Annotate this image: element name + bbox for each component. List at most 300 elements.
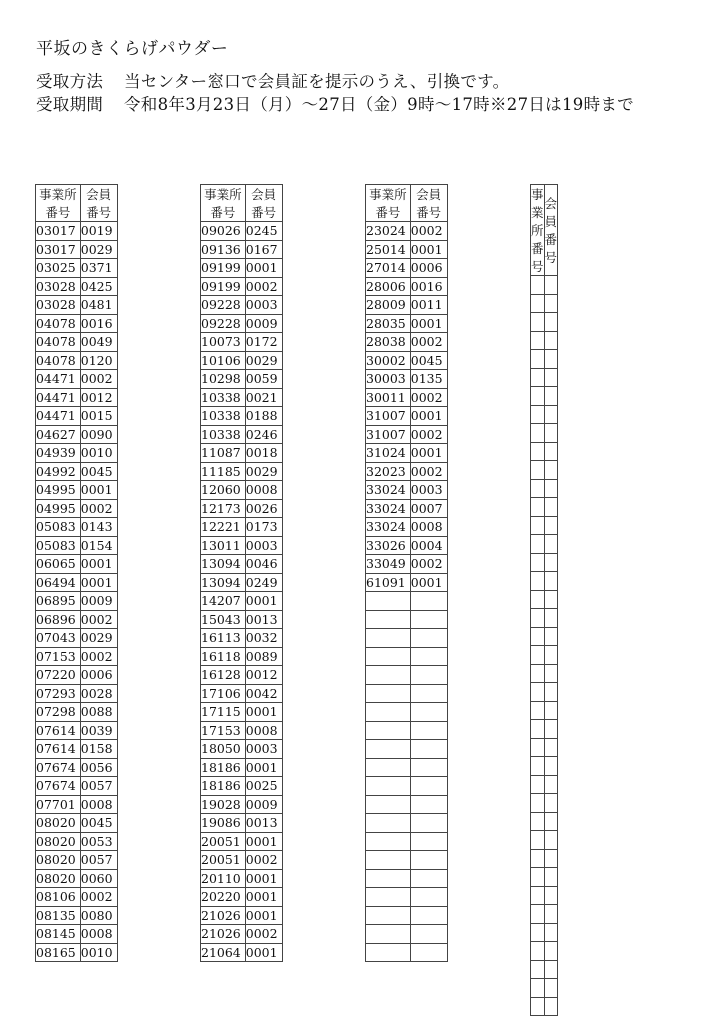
table-row xyxy=(201,444,283,463)
office-number-cell xyxy=(366,925,411,944)
member-number-cell: 0029 xyxy=(80,240,117,259)
office-number-cell xyxy=(531,313,545,332)
table-row xyxy=(201,481,283,500)
pickup-method-label: 受取方法 xyxy=(36,72,104,91)
member-number-cell: 0080 xyxy=(80,906,117,925)
pickup-period-label: 受取期間 xyxy=(36,95,104,114)
member-number-cell xyxy=(544,794,558,813)
member-number-cell xyxy=(410,758,447,777)
table-row xyxy=(201,462,283,481)
table-row xyxy=(531,368,558,387)
office-number-header: 事業所番号 xyxy=(366,185,411,222)
office-number-cell xyxy=(531,757,545,776)
table-row xyxy=(36,388,118,407)
member-number-cell xyxy=(544,590,558,609)
table-row xyxy=(531,794,558,813)
office-number-cell: 04939 xyxy=(36,444,81,463)
office-number-cell: 20051 xyxy=(201,851,246,870)
table-row xyxy=(36,814,118,833)
table-row xyxy=(201,721,283,740)
office-number-cell xyxy=(366,721,411,740)
member-number-cell xyxy=(410,740,447,759)
table-row xyxy=(36,721,118,740)
table-row xyxy=(201,610,283,629)
office-number-cell: 10298 xyxy=(201,370,246,389)
table-row xyxy=(531,701,558,720)
member-number-cell xyxy=(410,777,447,796)
table-row xyxy=(36,333,118,352)
table-row xyxy=(36,370,118,389)
member-number-cell: 0056 xyxy=(80,758,117,777)
member-number-cell: 0001 xyxy=(80,555,117,574)
office-number-cell: 04078 xyxy=(36,351,81,370)
member-number-cell: 0090 xyxy=(80,425,117,444)
office-number-cell xyxy=(366,906,411,925)
office-number-cell: 03028 xyxy=(36,277,81,296)
member-number-cell xyxy=(410,925,447,944)
member-number-cell xyxy=(410,943,447,962)
table-row xyxy=(366,370,448,389)
table-row xyxy=(36,740,118,759)
member-number-cell: 0006 xyxy=(80,666,117,685)
office-number-cell xyxy=(366,777,411,796)
table-row xyxy=(36,296,118,315)
table-row xyxy=(36,647,118,666)
member-number-cell xyxy=(544,387,558,406)
table-row xyxy=(36,444,118,463)
office-number-cell: 30011 xyxy=(366,388,411,407)
office-number-cell xyxy=(531,294,545,313)
office-number-cell xyxy=(531,942,545,961)
office-number-cell: 16128 xyxy=(201,666,246,685)
member-number-cell: 0013 xyxy=(245,814,282,833)
office-number-cell xyxy=(531,516,545,535)
table-row xyxy=(201,888,283,907)
office-number-cell: 09199 xyxy=(201,259,246,278)
member-number-cell: 0049 xyxy=(80,333,117,352)
table-row xyxy=(366,758,448,777)
table-row xyxy=(366,222,448,241)
table-row xyxy=(531,331,558,350)
office-number-cell: 27014 xyxy=(366,259,411,278)
office-number-cell: 10106 xyxy=(201,351,246,370)
table-row xyxy=(201,777,283,796)
member-number-cell: 0143 xyxy=(80,518,117,537)
table-row xyxy=(531,479,558,498)
table-row xyxy=(36,758,118,777)
table-row xyxy=(36,555,118,574)
member-number-cell: 0003 xyxy=(410,481,447,500)
office-number-cell: 07701 xyxy=(36,795,81,814)
office-number-cell xyxy=(366,666,411,685)
office-number-cell: 04995 xyxy=(36,499,81,518)
table-row xyxy=(201,629,283,648)
table-row xyxy=(201,536,283,555)
member-number-cell xyxy=(544,646,558,665)
table-row xyxy=(366,388,448,407)
table-row xyxy=(201,740,283,759)
office-number-cell xyxy=(531,535,545,554)
member-number-cell xyxy=(544,276,558,295)
office-number-cell xyxy=(366,814,411,833)
office-number-cell: 11087 xyxy=(201,444,246,463)
table-row xyxy=(531,664,558,683)
office-number-cell: 07614 xyxy=(36,721,81,740)
member-number-header: 会員番号 xyxy=(544,185,558,276)
office-number-cell xyxy=(366,869,411,888)
member-number-cell: 0001 xyxy=(410,407,447,426)
table-row xyxy=(366,240,448,259)
member-number-cell: 0001 xyxy=(410,240,447,259)
member-number-cell: 0045 xyxy=(80,814,117,833)
member-number-cell: 0481 xyxy=(80,296,117,315)
office-number-header: 事業所番号 xyxy=(36,185,81,222)
table-row xyxy=(531,387,558,406)
office-number-cell: 08020 xyxy=(36,869,81,888)
office-number-cell: 19028 xyxy=(201,795,246,814)
office-number-cell: 10338 xyxy=(201,407,246,426)
office-number-cell: 12221 xyxy=(201,518,246,537)
office-number-cell: 20110 xyxy=(201,869,246,888)
member-number-cell: 0032 xyxy=(245,629,282,648)
member-number-cell: 0009 xyxy=(245,314,282,333)
member-number-cell: 0008 xyxy=(245,721,282,740)
member-number-cell: 0002 xyxy=(80,647,117,666)
table-row xyxy=(201,222,283,241)
table-row xyxy=(366,814,448,833)
member-number-cell: 0008 xyxy=(80,795,117,814)
table-row xyxy=(201,832,283,851)
office-number-cell xyxy=(366,740,411,759)
office-number-cell: 04471 xyxy=(36,407,81,426)
office-number-cell: 13094 xyxy=(201,573,246,592)
member-number-cell xyxy=(410,629,447,648)
office-number-cell xyxy=(366,647,411,666)
office-number-cell xyxy=(531,923,545,942)
office-number-cell xyxy=(531,387,545,406)
member-number-cell: 0011 xyxy=(410,296,447,315)
office-number-cell: 06896 xyxy=(36,610,81,629)
office-number-cell: 18186 xyxy=(201,758,246,777)
member-number-cell: 0246 xyxy=(245,425,282,444)
office-number-cell: 20220 xyxy=(201,888,246,907)
office-number-cell: 61091 xyxy=(366,573,411,592)
table-row xyxy=(36,536,118,555)
table-row xyxy=(201,518,283,537)
table-row xyxy=(531,997,558,1016)
table-row xyxy=(36,481,118,500)
table-row xyxy=(531,424,558,443)
member-number-cell: 0012 xyxy=(80,388,117,407)
table-row xyxy=(36,499,118,518)
office-number-cell: 06065 xyxy=(36,555,81,574)
office-number-cell xyxy=(531,738,545,757)
office-number-cell: 28006 xyxy=(366,277,411,296)
office-number-cell: 07293 xyxy=(36,684,81,703)
member-number-cell: 0249 xyxy=(245,573,282,592)
office-number-cell xyxy=(531,794,545,813)
office-number-cell: 21064 xyxy=(201,943,246,962)
table-row xyxy=(366,592,448,611)
table-row xyxy=(201,259,283,278)
table-row xyxy=(531,535,558,554)
table-row xyxy=(531,553,558,572)
table-row xyxy=(36,407,118,426)
office-number-cell: 08020 xyxy=(36,832,81,851)
table-row xyxy=(531,516,558,535)
table-row xyxy=(366,518,448,537)
office-number-cell: 28035 xyxy=(366,314,411,333)
table-row xyxy=(366,795,448,814)
member-number-cell: 0002 xyxy=(410,425,447,444)
office-number-cell: 31007 xyxy=(366,425,411,444)
table-row xyxy=(36,259,118,278)
office-number-cell: 04471 xyxy=(36,388,81,407)
table-row xyxy=(36,832,118,851)
office-number-cell: 06494 xyxy=(36,573,81,592)
member-number-cell xyxy=(544,960,558,979)
office-number-cell: 03025 xyxy=(36,259,81,278)
member-number-cell: 0021 xyxy=(245,388,282,407)
table-row xyxy=(201,851,283,870)
office-number-cell: 09199 xyxy=(201,277,246,296)
member-number-cell: 0016 xyxy=(80,314,117,333)
office-number-cell: 31007 xyxy=(366,407,411,426)
table-row xyxy=(36,240,118,259)
member-number-cell xyxy=(544,424,558,443)
member-number-cell xyxy=(544,572,558,591)
table-row xyxy=(531,942,558,961)
table-row xyxy=(366,277,448,296)
table-row xyxy=(531,831,558,850)
table-row xyxy=(531,313,558,332)
office-number-cell: 31024 xyxy=(366,444,411,463)
table-row xyxy=(366,555,448,574)
member-number-cell: 0002 xyxy=(410,333,447,352)
table-header-row xyxy=(36,185,118,222)
member-number-cell: 0002 xyxy=(80,610,117,629)
member-number-cell: 0002 xyxy=(410,222,447,241)
member-number-cell: 0006 xyxy=(410,259,447,278)
member-number-cell xyxy=(544,701,558,720)
member-number-cell: 0001 xyxy=(80,481,117,500)
member-number-cell xyxy=(410,832,447,851)
table-row xyxy=(36,277,118,296)
member-number-cell xyxy=(544,886,558,905)
table-row xyxy=(201,499,283,518)
member-number-header: 会員番号 xyxy=(245,185,282,222)
member-number-cell xyxy=(544,516,558,535)
table-row xyxy=(201,795,283,814)
table-row xyxy=(201,758,283,777)
table-row xyxy=(531,738,558,757)
table-row xyxy=(531,646,558,665)
office-number-cell xyxy=(531,849,545,868)
office-number-cell xyxy=(531,498,545,517)
member-number-cell: 0009 xyxy=(80,592,117,611)
member-number-cell: 0001 xyxy=(245,758,282,777)
office-number-cell: 13094 xyxy=(201,555,246,574)
office-number-cell: 07674 xyxy=(36,758,81,777)
table-row xyxy=(36,851,118,870)
member-number-cell: 0001 xyxy=(410,573,447,592)
member-number-cell: 0001 xyxy=(245,832,282,851)
table-row xyxy=(36,314,118,333)
office-number-cell xyxy=(531,276,545,295)
office-number-cell: 08020 xyxy=(36,851,81,870)
table-row xyxy=(531,868,558,887)
table-row xyxy=(531,590,558,609)
member-number-cell: 0135 xyxy=(410,370,447,389)
table-row xyxy=(201,684,283,703)
member-number-cell: 0008 xyxy=(80,925,117,944)
member-number-cell xyxy=(544,331,558,350)
member-number-cell: 0002 xyxy=(245,925,282,944)
office-number-cell: 08165 xyxy=(36,943,81,962)
table-row xyxy=(531,442,558,461)
office-number-cell: 05083 xyxy=(36,518,81,537)
member-number-cell: 0046 xyxy=(245,555,282,574)
member-number-cell xyxy=(544,979,558,998)
table-header-row xyxy=(531,185,558,276)
office-number-cell: 33024 xyxy=(366,499,411,518)
office-number-cell xyxy=(366,592,411,611)
table-row xyxy=(531,720,558,739)
table-row xyxy=(366,832,448,851)
member-number-cell: 0089 xyxy=(245,647,282,666)
table-row xyxy=(36,795,118,814)
table-row xyxy=(366,777,448,796)
office-number-cell: 09228 xyxy=(201,296,246,315)
member-number-cell: 0001 xyxy=(410,444,447,463)
table-row xyxy=(531,572,558,591)
member-number-cell: 0002 xyxy=(80,370,117,389)
table-row xyxy=(36,777,118,796)
table-row xyxy=(201,425,283,444)
table-row xyxy=(201,277,283,296)
member-number-cell: 0028 xyxy=(80,684,117,703)
member-number-cell: 0001 xyxy=(80,573,117,592)
office-number-cell xyxy=(531,997,545,1016)
table-row xyxy=(366,740,448,759)
member-number-cell xyxy=(410,610,447,629)
member-table-1 xyxy=(35,184,118,962)
office-number-cell xyxy=(366,851,411,870)
office-number-header: 事業所番号 xyxy=(201,185,246,222)
office-number-cell: 07614 xyxy=(36,740,81,759)
member-number-cell xyxy=(544,479,558,498)
table-row xyxy=(36,925,118,944)
table-row xyxy=(366,851,448,870)
office-number-cell: 03028 xyxy=(36,296,81,315)
office-number-cell: 25014 xyxy=(366,240,411,259)
office-number-cell xyxy=(366,629,411,648)
member-number-cell xyxy=(544,609,558,628)
member-number-cell xyxy=(544,368,558,387)
table-row xyxy=(366,333,448,352)
office-number-cell: 04995 xyxy=(36,481,81,500)
member-number-cell xyxy=(410,666,447,685)
table-row xyxy=(201,703,283,722)
office-number-cell: 07298 xyxy=(36,703,81,722)
member-number-cell: 0004 xyxy=(410,536,447,555)
office-number-cell xyxy=(531,664,545,683)
pickup-method-line xyxy=(36,68,509,92)
office-number-cell: 33024 xyxy=(366,481,411,500)
table-row xyxy=(201,351,283,370)
office-number-cell: 06895 xyxy=(36,592,81,611)
member-number-cell: 0025 xyxy=(245,777,282,796)
office-number-cell: 07043 xyxy=(36,629,81,648)
table-row xyxy=(366,425,448,444)
member-number-header: 会員番号 xyxy=(410,185,447,222)
member-number-cell: 0019 xyxy=(80,222,117,241)
office-number-cell xyxy=(531,627,545,646)
member-number-cell: 0001 xyxy=(245,888,282,907)
office-number-cell: 15043 xyxy=(201,610,246,629)
member-number-cell xyxy=(544,498,558,517)
office-number-cell: 09228 xyxy=(201,314,246,333)
member-table-4 xyxy=(530,184,558,1016)
member-number-cell: 0001 xyxy=(245,906,282,925)
table-row xyxy=(36,629,118,648)
table-row xyxy=(531,775,558,794)
member-number-cell: 0045 xyxy=(80,462,117,481)
member-number-cell: 0158 xyxy=(80,740,117,759)
office-number-cell: 19086 xyxy=(201,814,246,833)
member-number-cell xyxy=(544,535,558,554)
member-number-cell: 0008 xyxy=(410,518,447,537)
office-number-cell: 23024 xyxy=(366,222,411,241)
office-number-cell: 08145 xyxy=(36,925,81,944)
office-number-cell xyxy=(531,331,545,350)
member-number-cell: 0120 xyxy=(80,351,117,370)
office-number-cell xyxy=(531,812,545,831)
office-number-cell: 33026 xyxy=(366,536,411,555)
office-number-cell: 11185 xyxy=(201,462,246,481)
member-number-cell: 0010 xyxy=(80,943,117,962)
table-row xyxy=(36,518,118,537)
member-number-cell: 0059 xyxy=(245,370,282,389)
table-row xyxy=(366,684,448,703)
member-number-cell: 0002 xyxy=(410,388,447,407)
member-number-cell xyxy=(544,461,558,480)
table-row xyxy=(201,647,283,666)
table-row xyxy=(531,923,558,942)
office-number-cell: 04078 xyxy=(36,314,81,333)
member-number-cell xyxy=(544,350,558,369)
member-number-cell: 0060 xyxy=(80,869,117,888)
office-number-cell xyxy=(531,368,545,387)
office-number-cell: 04078 xyxy=(36,333,81,352)
office-number-cell xyxy=(531,461,545,480)
table-row xyxy=(366,666,448,685)
member-number-cell: 0009 xyxy=(245,795,282,814)
table-row xyxy=(366,906,448,925)
table-row xyxy=(366,943,448,962)
office-number-cell: 28038 xyxy=(366,333,411,352)
table-row xyxy=(201,925,283,944)
member-number-cell: 0039 xyxy=(80,721,117,740)
table-row xyxy=(36,906,118,925)
table-header-row xyxy=(366,185,448,222)
member-number-cell xyxy=(544,664,558,683)
member-number-cell: 0167 xyxy=(245,240,282,259)
table-row xyxy=(366,888,448,907)
office-number-cell xyxy=(366,943,411,962)
table-row xyxy=(366,629,448,648)
table-row xyxy=(201,869,283,888)
